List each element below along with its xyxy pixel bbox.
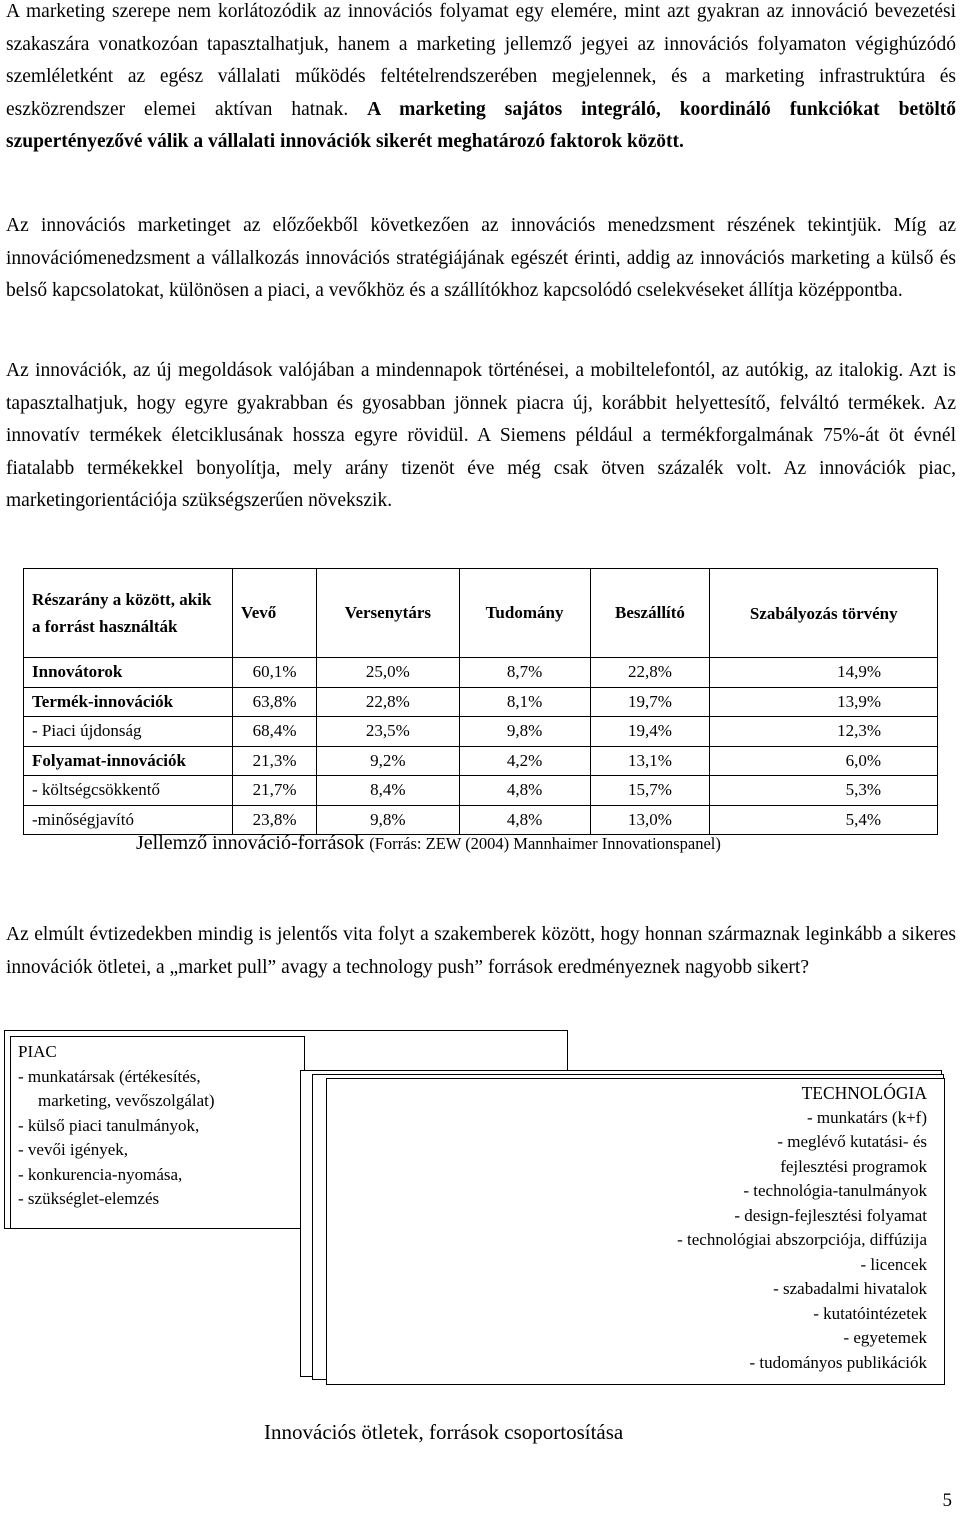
table-cell: 9,8% bbox=[317, 805, 460, 835]
table-cell: 8,4% bbox=[317, 776, 460, 806]
paragraph-innovation-marketing: Az innovációs marketinget az előzőekből következően az innovációs menedzsment részének tekintjük. Míg az innovációmenedzsment a vállalkozás innovációs stratégiájának egészét érinti, addig az innovációs marketing a külső és belső kapcsolatokat, különösen a piaci, a vevőkhöz és a szállítókhoz kapcsolódó cselekvéseket állítja középpontba. bbox=[6, 215, 956, 301]
row-label: -minőségjavító bbox=[24, 805, 233, 835]
table-row bbox=[24, 687, 938, 717]
table-cell: 5,3% bbox=[710, 776, 938, 806]
table-header-versenytars: Versenytárs bbox=[317, 569, 460, 658]
table-cell: 25,0% bbox=[317, 658, 460, 688]
table-cell: 22,8% bbox=[590, 658, 710, 688]
innovation-sources-table bbox=[23, 568, 938, 835]
diagram-caption: Innovációs ötletek, források csoportosítása bbox=[264, 1420, 624, 1444]
table-header-szabalyozas: Szabályozás törvény bbox=[710, 569, 938, 658]
table-caption-source: (Forrás: ZEW (2004) Mannhaimer Innovationspanel) bbox=[369, 834, 721, 853]
table-cell: 21,7% bbox=[233, 776, 317, 806]
table-header-row bbox=[24, 569, 938, 658]
table-cell: 13,9% bbox=[710, 687, 938, 717]
list-item: fejlesztési programok bbox=[780, 1156, 927, 1176]
table-caption-main: Jellemző innováció-források bbox=[136, 832, 365, 854]
paragraph-intro-text: A marketing szerepe nem korlátozódik az innovációs folyamat egy elemére, mint azt gyakran az innováció bevezetési szakaszára vonatkozóan tapasztalhatjuk, hanem a marketing jellemző jegyei az innovációs folyamaton végighúzódó szemléletként az egész vállalati működés feltételrendszerében megjelennek, és a marketing infrastruktúra és eszközrendszer elemei aktívan hatnak. bbox=[6, 1, 956, 120]
table-cell: 5,4% bbox=[710, 805, 938, 835]
table-cell: 4,8% bbox=[459, 776, 590, 806]
table-cell: 4,2% bbox=[459, 746, 590, 776]
table-cell: 68,4% bbox=[233, 717, 317, 747]
list-item: - vevői igények, bbox=[18, 1140, 128, 1159]
paragraph-everyday-innovations: Az innovációk, az új megoldások valójában a mindennapok történései, a mobiltelefontól, az autókig, az italokig. Azt is tapasztalhatjuk, hogy egyre gyakrabban és gyosabban jönnek piacra új, korábbit helyettesítő, felváltó termékek. Az innovatív termékek életciklusának hossza egyre rövidül. A Siemens például a termékforgalmának 75%-át öt évnél fiatalabb termékekkel bonyolítja, mely arány tizenöt éve még csak ötven százalék volt. Az innovációk piac, marketingorientációja szükségszerűen növekszik. bbox=[6, 360, 956, 511]
table-cell: 8,1% bbox=[459, 687, 590, 717]
table-header-tudomany: Tudomány bbox=[459, 569, 590, 658]
list-item: - egyetemek bbox=[843, 1328, 927, 1347]
list-item: - külső piaci tanulmányok, bbox=[18, 1115, 200, 1135]
row-label: Innovátorok bbox=[24, 658, 233, 688]
paragraph-market-pull: Az elmúlt évtizedekben mindig is jelentős vita folyt a szakemberek között, hogy honnan származnak leginkább a sikeres innovációk ötletei, a „market pull” avagy a technology push” források eredményeznek nagyobb sikert? bbox=[6, 924, 956, 978]
table-cell: 6,0% bbox=[710, 746, 938, 776]
table-row bbox=[24, 658, 938, 688]
table-cell: 4,8% bbox=[459, 805, 590, 835]
technologia-list bbox=[677, 1081, 927, 1375]
list-item: marketing, vevőszolgálat) bbox=[38, 1091, 215, 1110]
table-cell: 14,9% bbox=[710, 658, 938, 688]
table-cell: 13,1% bbox=[590, 746, 710, 776]
list-item: - munkatárs (k+f) bbox=[806, 1107, 927, 1127]
table-cell: 8,7% bbox=[459, 658, 590, 688]
table-cell: 63,8% bbox=[233, 687, 317, 717]
table-cell: 23,5% bbox=[317, 717, 460, 747]
paragraph-intro bbox=[6, 0, 956, 159]
table-row bbox=[24, 717, 938, 747]
table-cell: 15,7% bbox=[590, 776, 710, 806]
list-item: - meglévő kutatási- és bbox=[777, 1132, 927, 1151]
table-header-first: Részarány a között, akik a forrást használták bbox=[24, 569, 233, 658]
list-item: - konkurencia-nyomása, bbox=[18, 1164, 183, 1184]
row-label: Folyamat-innovációk bbox=[24, 746, 233, 776]
table-header-beszallito: Beszállító bbox=[590, 569, 710, 658]
list-item: - szabadalmi hivatalok bbox=[773, 1279, 927, 1298]
table-cell: 21,3% bbox=[233, 746, 317, 776]
table-row bbox=[24, 746, 938, 776]
row-label: - Piaci újdonság bbox=[24, 717, 233, 747]
table-row bbox=[24, 805, 938, 835]
table-cell: 19,4% bbox=[590, 717, 710, 747]
technologia-title: TECHNOLÓGIA bbox=[801, 1083, 927, 1103]
list-item: - tudományos publikációk bbox=[749, 1352, 927, 1372]
table-cell: 60,1% bbox=[233, 658, 317, 688]
table-cell: 9,8% bbox=[459, 717, 590, 747]
table-header-vevo: Vevő bbox=[233, 569, 317, 658]
row-label: - költségcsökkentő bbox=[24, 776, 233, 806]
paragraph-intro-bold: A marketing sajátos integráló, koordináló funkciókat betöltő szupertényezővé válik a vállalati innovációk sikerét meghatározó faktorok között. bbox=[6, 98, 957, 152]
row-label: Termék-innovációk bbox=[24, 687, 233, 717]
list-item: - munkatársak (értékesítés, bbox=[18, 1066, 201, 1086]
list-item: - kutatóintézetek bbox=[813, 1303, 927, 1323]
table-row bbox=[24, 776, 938, 806]
table-cell: 12,3% bbox=[710, 717, 938, 747]
piac-list bbox=[18, 1040, 215, 1212]
list-item: - design-fejlesztési folyamat bbox=[734, 1205, 927, 1225]
table-cell: 22,8% bbox=[317, 687, 460, 717]
page-number: 5 bbox=[942, 1490, 952, 1511]
table-caption bbox=[136, 832, 721, 855]
list-item: - technológiai abszorpciója, diffúzija bbox=[677, 1230, 927, 1249]
list-item: - technológia-tanulmányok bbox=[743, 1181, 927, 1200]
table-cell: 23,8% bbox=[233, 805, 317, 835]
table-cell: 13,0% bbox=[590, 805, 710, 835]
piac-title: PIAC bbox=[18, 1042, 57, 1061]
table-cell: 19,7% bbox=[590, 687, 710, 717]
list-item: - szükséglet-elemzés bbox=[18, 1189, 160, 1208]
list-item: - licencek bbox=[860, 1254, 927, 1274]
table-cell: 9,2% bbox=[317, 746, 460, 776]
